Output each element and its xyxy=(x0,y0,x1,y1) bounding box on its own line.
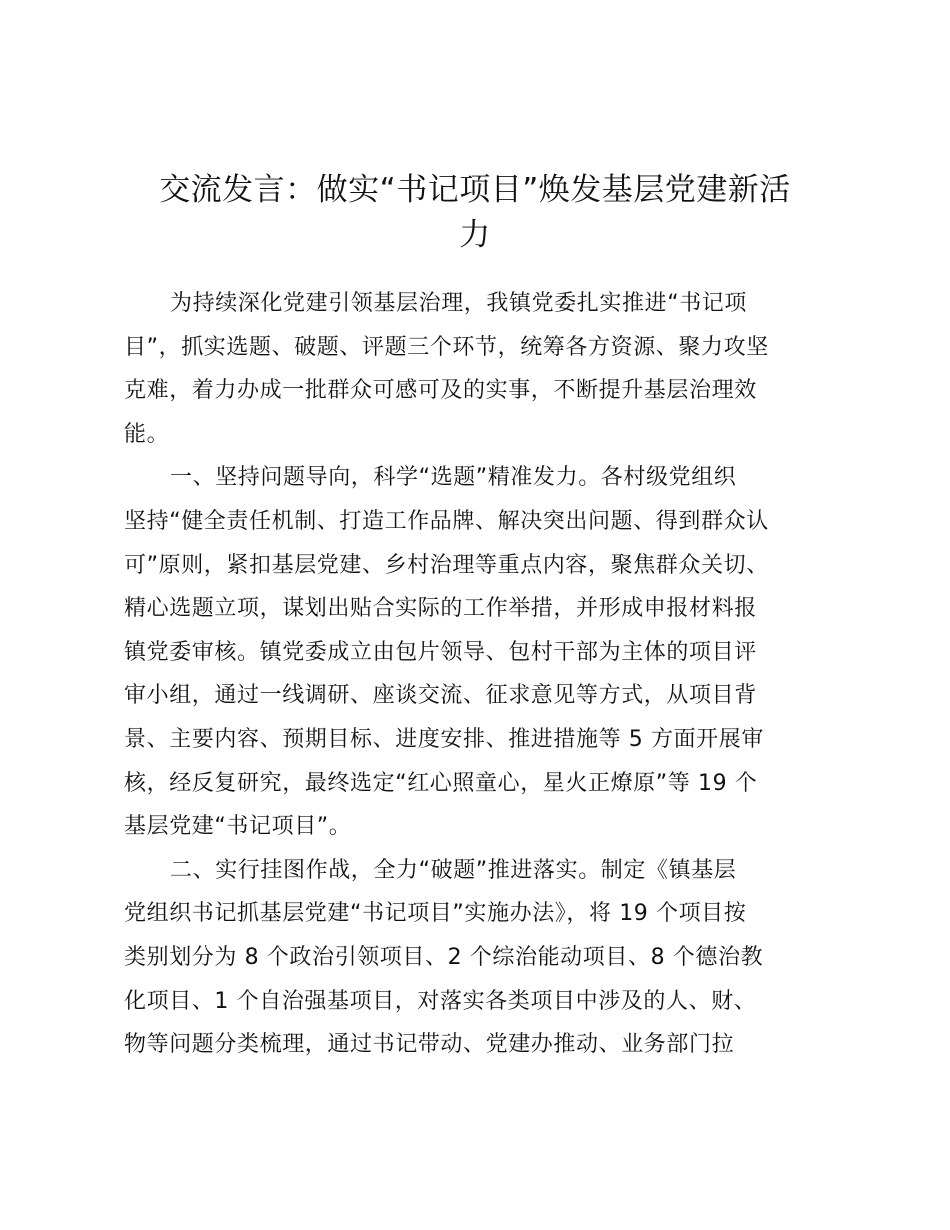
paragraph-line: 化项目、1 个自治强基项目，对落实各类项目中涉及的人、财、 xyxy=(124,988,757,1014)
paragraph-line: 二、实行挂图作战，全力“破题”推进落实。制定《镇基层 xyxy=(170,857,737,883)
paragraph-line: 景、主要内容、预期目标、进度安排、推进措施等 5 方面开展审 xyxy=(124,726,764,752)
paragraph-line: 物等问题分类梳理，通过书记带动、党建办推动、业务部门拉 xyxy=(124,1032,735,1058)
paragraph-line: 为持续深化党建引领基层治理，我镇党委扎实推进“书记项 xyxy=(170,291,747,316)
paragraph-line: 核，经反复研究，最终选定“红心照童心，星火正燎原”等 19 个 xyxy=(124,770,758,796)
paragraph-line: 审小组，通过一线调研、座谈交流、征求意见等方式，从项目背 xyxy=(124,683,757,709)
paragraph-line: 可”原则，紧扣基层党建、乡村治理等重点内容，聚焦群众关切、 xyxy=(124,552,769,578)
document-body xyxy=(124,282,834,1067)
paragraph-line: 基层党建“书记项目”。 xyxy=(124,814,352,840)
paragraph-line: 能。 xyxy=(124,421,170,447)
document-title xyxy=(120,168,830,258)
paragraph-line: 类别划分为 8 个政治引领项目、2 个综治能动项目、8 个德治教 xyxy=(124,944,764,970)
paragraph-line: 目”，抓实选题、破题、评题三个环节，统筹各方资源、聚力攻坚 xyxy=(124,334,769,360)
title-line: 交流发言：做实“书记项目”焕发基层党建新活 xyxy=(159,172,791,208)
paragraph-line: 精心选题立项，谋划出贴合实际的工作举措，并形成申报材料报 xyxy=(124,596,757,622)
paragraph-line: 镇党委审核。镇党委成立由包片领导、包村干部为主体的项目评 xyxy=(124,639,757,665)
title-line: 力 xyxy=(459,217,491,253)
paragraph-line: 党组织书记抓基层党建“书记项目”实施办法》，将 19 个项目按 xyxy=(124,901,747,927)
paragraph-line: 克难，着力办成一批群众可感可及的实事，不断提升基层治理效 xyxy=(124,378,757,404)
paragraph-line: 一、坚持问题导向，科学“选题”精准发力。各村级党组织 xyxy=(170,465,737,491)
paragraph-line: 坚持“健全责任机制、打造工作品牌、解决突出问题、得到群众认 xyxy=(124,508,769,534)
